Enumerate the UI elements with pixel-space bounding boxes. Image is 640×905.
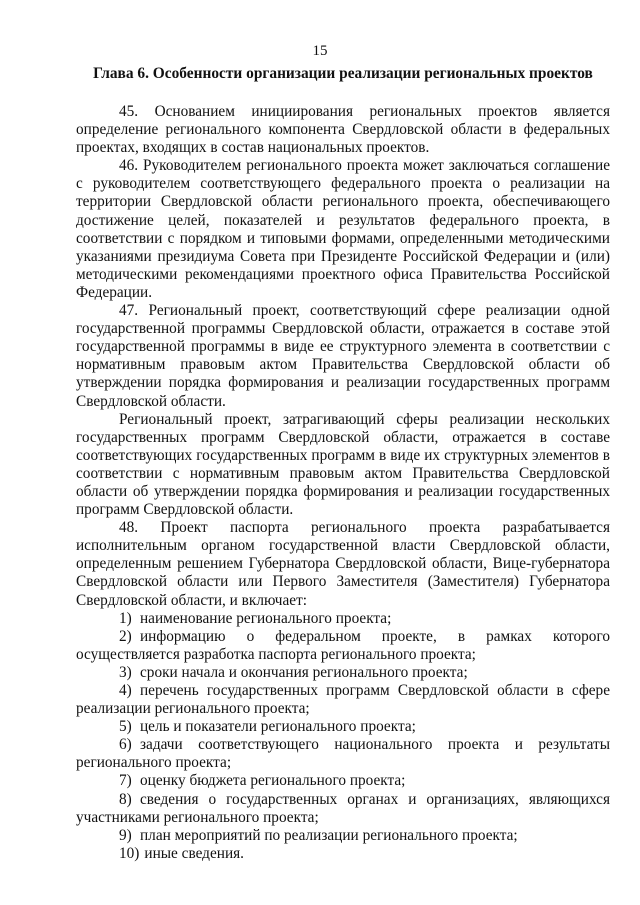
list-item [76,610,610,628]
list-item-text: оценку бюджета регионального проекта; [140,772,406,790]
passport-contents-list [76,610,610,863]
paragraph-47-continued: Региональный проект, затрагивающий сферы реализации нескольких государственных программ Свердловской области, отражается в составе соответствующих государственных программ в виде их структурных элементов в соответствии с нормативным правовым актом Правительства Свердловской области об утверждении порядка формирования и реализации государственных программ Свердловской области. [76,410,610,519]
page-number: 15 [312,43,328,59]
list-item-number: 9) [119,826,132,844]
paragraph-48: 48. Проект паспорта регионального проекта разрабатывается исполнительным органом государственной власти Свердловской области, определенным решением Губернатора Свердловской области, Вице-губернатора Свердловской области или Первого Заместителя (Заместителя) Губернатора Свердловской области, и включает: [76,519,610,609]
list-item [76,736,610,772]
list-item-text: сведения о государственных органах и организациях, являющихся участниками регионального проекта; [76,790,610,826]
chapter-title: Глава 6. Особенности организации реализации региональных проектов [93,65,593,82]
list-item-text: сроки начала и окончания регионального проекта; [140,663,468,681]
list-item-number: 5) [119,718,132,736]
list-item [76,718,610,736]
list-item [76,664,610,682]
list-item-number: 7) [119,772,132,790]
list-item-text: перечень государственных программ Свердловской области в сфере реализации регионального проекта; [76,682,610,718]
list-item-text: информацию о федеральном проекте, в рамках которого осуществляется разработка паспорта регионального проекта; [76,627,610,663]
list-item [76,845,610,863]
list-item-number: 8) [119,790,132,808]
list-item-text: наименование регионального проекта; [140,609,392,627]
list-item-number: 1) [119,609,132,627]
list-item [76,772,610,790]
list-item [76,628,610,664]
list-item-text: задачи соответствующего национального проекта и результаты регионального проекта; [76,736,610,772]
list-item-number: 6) [119,736,132,754]
list-item-text: план мероприятий по реализации регионального проекта; [140,826,518,844]
list-item-number: 2) [119,627,132,645]
paragraph-45: 45. Основанием инициирования региональных проектов является определение регионального компонента Свердловской области в федеральных проектах, входящих в состав национальных проектов. [76,103,610,157]
list-item-number: 3) [119,663,132,681]
list-item [76,791,610,827]
list-item-text: цель и показатели регионального проекта; [140,718,416,736]
paragraph-47: 47. Региональный проект, соответствующий сфере реализации одной государственной программы Свердловской области, отражается в составе этой государственной программы в виде ее структурного элемента в соответствии с нормативным правовым актом Правительства Свердловской области об утверждении порядка формирования и реализации государственных программ Свердловской области. [76,302,610,410]
list-item-text: иные сведения. [144,844,244,862]
list-item-number: 4) [119,682,132,699]
paragraph-46: 46. Руководителем регионального проекта может заключаться соглашение с руководителем соответствующего федерального проекта о реализации на территории Свердловской области регионального проекта, обеспечивающего достижение целей, показателей и результатов федерального проекта, в соответствии с порядком и типовыми формами, определенными методическими указаниями президиума Совета при Президенте Российской Федерации и (или) методическими рекомендациями проектного офиса Правительства Российской Федерации. [76,157,610,301]
document-body [76,103,610,863]
list-item-number: 10) [119,844,140,862]
list-item [76,827,610,845]
list-item [76,682,610,718]
